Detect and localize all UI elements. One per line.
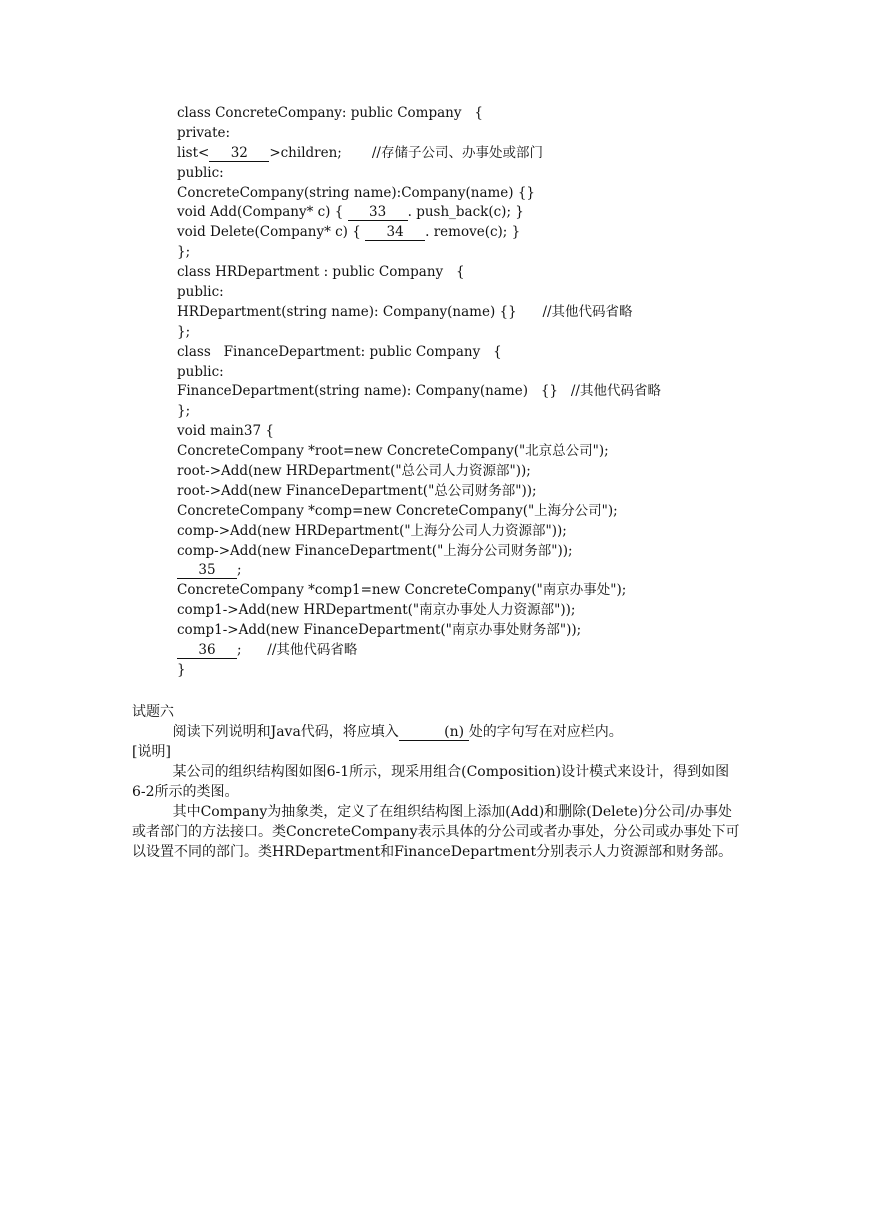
code-line — [177, 283, 837, 303]
code-line — [177, 203, 837, 223]
code-text: }; — [177, 323, 191, 340]
code-line — [177, 422, 837, 442]
answer-blank-36: 36 — [177, 642, 237, 659]
description-paragraph: 某公司的组织结构图如图6-1所示，现采用组合(Composition)设计模式来设计，得到如图6-2所示的类图。 — [132, 764, 730, 800]
code-text: ConcreteCompany *comp=new ConcreteCompany("上海分公司"); — [177, 502, 618, 519]
code-line — [177, 601, 837, 621]
code-text: class HRDepartment : public Company { — [177, 264, 465, 281]
code-line — [177, 164, 837, 184]
code-text: void main37 { — [177, 423, 274, 440]
code-text: public: — [177, 164, 224, 181]
code-text: }; — [177, 403, 191, 420]
code-line — [177, 363, 837, 383]
question-section — [132, 702, 742, 862]
code-text: ConcreteCompany(string name):Company(name) {} — [177, 184, 536, 201]
code-text: comp->Add(new FinanceDepartment("上海分公司财务部")); — [177, 542, 573, 559]
code-line — [177, 124, 837, 144]
instruction-text: 处的字句写在对应栏内。 — [468, 724, 623, 740]
code-line — [177, 442, 837, 462]
answer-blank-n: (n) — [399, 724, 469, 741]
code-line — [177, 641, 837, 661]
code-text: void Add(Company* c) { — [177, 204, 344, 221]
code-line — [177, 382, 837, 402]
code-text: } — [177, 661, 186, 678]
code-text: list< — [177, 144, 210, 161]
code-line — [177, 542, 837, 562]
code-text: root->Add(new HRDepartment("总公司人力资源部")); — [177, 463, 531, 480]
code-text: class ConcreteCompany: public Company { — [177, 105, 483, 121]
code-line — [177, 621, 837, 641]
code-text: >children; //存储子公司、办事处或部门 — [269, 144, 543, 161]
code-line — [177, 184, 837, 204]
code-text: void Delete(Company* c) { — [177, 224, 361, 241]
code-line — [177, 303, 837, 323]
code-line — [177, 223, 837, 243]
code-line — [177, 561, 837, 581]
code-text: HRDepartment(string name): Company(name) {} //其他代码省略 — [177, 303, 633, 320]
code-text: FinanceDepartment(string name): Company(name) {} //其他代码省略 — [177, 383, 661, 400]
code-listing — [177, 104, 837, 681]
code-line — [177, 482, 837, 502]
code-text: ConcreteCompany *root=new ConcreteCompany("北京总公司"); — [177, 443, 609, 460]
answer-blank-33: 33 — [348, 204, 408, 221]
answer-blank-32: 32 — [209, 145, 269, 162]
code-line — [177, 343, 837, 363]
code-line — [177, 402, 837, 422]
code-text: comp->Add(new HRDepartment("上海分公司人力资源部")); — [177, 522, 567, 539]
code-text: comp1->Add(new HRDepartment("南京办事处人力资源部")); — [177, 602, 576, 619]
code-text: comp1->Add(new FinanceDepartment("南京办事处财务部")); — [177, 622, 582, 639]
code-text: ConcreteCompany *comp1=new ConcreteCompany("南京办事处"); — [177, 582, 627, 599]
answer-blank-35: 35 — [177, 562, 237, 579]
code-text: ; — [237, 562, 242, 579]
code-line — [177, 243, 837, 263]
code-text: private: — [177, 124, 231, 141]
code-text: class FinanceDepartment: public Company { — [177, 343, 502, 360]
answer-blank-34: 34 — [365, 224, 425, 241]
instruction — [132, 722, 742, 742]
section-title: 试题六 — [132, 704, 174, 720]
code-text: public: — [177, 363, 224, 380]
instruction-text: 阅读下列说明和Java代码，将应填入 — [172, 724, 399, 740]
section-heading: [说明] — [132, 744, 171, 760]
code-text: root->Add(new FinanceDepartment("总公司财务部")); — [177, 482, 537, 499]
code-line — [177, 661, 837, 681]
code-text: }; — [177, 244, 191, 261]
code-text: . push_back(c); } — [407, 204, 524, 221]
description-paragraph: 其中Company为抽象类，定义了在组织结构图上添加(Add)和删除(Delete)分公司/办事处或者部门的方法接口。类ConcreteCompany表示具体的分公司或者办事处，分公司或办事处下可以设置不同的部门。类HRDepartment和FinanceDepartment分别表示人力资源部和财务部。 — [132, 804, 740, 860]
code-line — [177, 323, 837, 343]
code-line — [177, 502, 837, 522]
code-text: ; //其他代码省略 — [237, 642, 358, 659]
code-text: . remove(c); } — [425, 224, 521, 241]
code-line — [177, 522, 837, 542]
code-line — [177, 144, 837, 164]
code-line — [177, 263, 837, 283]
code-line — [177, 581, 837, 601]
code-text: public: — [177, 284, 224, 301]
code-line — [177, 104, 837, 124]
code-line — [177, 462, 837, 482]
